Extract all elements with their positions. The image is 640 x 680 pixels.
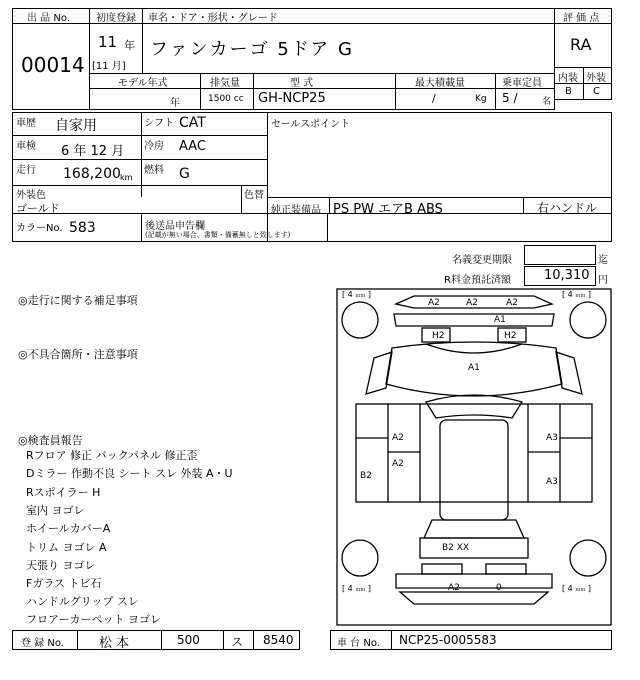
later-docs-label: 後送品申告欄: [145, 221, 205, 232]
name-change-field: [524, 245, 596, 265]
inspector-line: トリム ヨゴレ A: [26, 541, 107, 554]
inspector-line: 室内 ヨゴレ: [26, 504, 85, 517]
tire-label-fr: [ 4 ｍｍ ]: [562, 290, 591, 299]
shift-value: CAT: [179, 115, 206, 131]
tire-label-rr: [ 4 ｍｍ ]: [562, 584, 591, 593]
recycle-unit: 円: [598, 275, 608, 286]
damage-mark: A2: [448, 583, 460, 593]
reg-kana: ス: [231, 635, 244, 649]
history-label: 車歴: [16, 118, 36, 129]
recycle-label: R料金預託済額: [444, 275, 511, 286]
model-code: GH-NCP25: [258, 91, 326, 106]
damage-mark: A2: [392, 433, 404, 443]
model-year-unit: 年: [170, 98, 180, 109]
roof: [440, 420, 508, 520]
history-value: 自家用: [55, 118, 97, 134]
color-no-value: 583: [69, 220, 96, 236]
interior-grade: B: [565, 86, 572, 97]
displacement-value: 1500 cc: [208, 94, 244, 104]
inspector-line: フロアーカーペット ヨゴレ: [26, 613, 161, 626]
overall-rating: RA: [570, 35, 592, 54]
inspector-line: Fガラス トビ石: [26, 577, 102, 590]
damage-mark: B2 XX: [442, 543, 470, 553]
first-reg-month: [11 月]: [92, 61, 126, 72]
max-load-value: /: [432, 92, 436, 105]
damage-mark: A2: [506, 298, 518, 308]
inspector-line: ハンドルグリップ スレ: [26, 595, 139, 608]
recolor-label: 色替: [244, 190, 264, 201]
mileage-value: 168,200: [63, 166, 121, 182]
rear-bumper: [396, 574, 552, 588]
damage-mark: A2: [428, 298, 440, 308]
model-label: 型 式: [290, 78, 314, 89]
tire-front-right: [570, 302, 606, 338]
exterior-label: 外装: [586, 73, 606, 84]
inspection-label: 車検: [16, 141, 36, 152]
inspector-report-header: ◎検査員報告: [18, 434, 83, 447]
inspector-line: ホイールカバーA: [26, 522, 111, 535]
color-label: 外装色: [16, 190, 46, 201]
year-unit: 年: [124, 39, 135, 52]
capacity-value: 5 /: [502, 91, 518, 105]
rear-window: [424, 520, 524, 538]
damage-mark: B2: [360, 471, 372, 481]
defects-header: ◎不具合箇所・注意事項: [18, 348, 138, 361]
damage-mark: A2: [466, 298, 478, 308]
inspection-value: 6 年 12 月: [61, 144, 125, 159]
max-load-label: 最大積載量: [415, 78, 465, 89]
exterior-grade: C: [593, 86, 600, 97]
inspector-line: Rフロア 修正 バックパネル 修正歪: [26, 449, 198, 462]
tire-label-rl: [ 4 ｍｍ ]: [342, 584, 371, 593]
later-docs-note: (記載が無い場合、書類・備蓄無しと致します): [145, 231, 291, 239]
spec-row: [89, 73, 555, 110]
chassis-label: 車 台 No.: [337, 638, 380, 649]
name-change-label: 名義変更期限: [452, 255, 512, 266]
inspector-line: 天張り ヨゴレ: [26, 559, 96, 572]
tire-label-fl: [ 4 ｍｍ ]: [342, 290, 371, 299]
tire-rear-right: [570, 540, 606, 576]
displacement-label: 排気量: [210, 78, 240, 89]
car-name: ファンカーゴ 5ドア G: [150, 39, 354, 60]
title-box: [89, 8, 555, 74]
details-grid: [12, 112, 612, 242]
damage-mark: A1: [468, 363, 480, 373]
mileage-unit: km: [120, 173, 133, 182]
chassis-number: NCP25-0005583: [399, 633, 497, 647]
rating-box: [554, 8, 612, 100]
lot-number-box: [12, 8, 90, 110]
rating-label: 評 価 点: [563, 13, 600, 24]
steering-value: 右ハンドル: [537, 201, 598, 215]
color-value: ゴールド: [16, 202, 60, 215]
capacity-label: 乗車定員: [502, 78, 542, 89]
damage-mark: A3: [546, 477, 558, 487]
mileage-label: 走行: [16, 165, 36, 176]
damage-mark: A3: [546, 433, 558, 443]
damage-mark: 0: [496, 583, 502, 593]
name-label: 車名・ドア・形状・グレード: [148, 13, 278, 24]
first-reg-year: 11: [98, 33, 118, 51]
tailgate: [420, 538, 528, 558]
sales-point-label: セールスポイント: [271, 119, 351, 130]
car-damage-diagram: [336, 288, 612, 626]
windshield: [426, 395, 522, 418]
reg-number: 8540: [263, 633, 294, 647]
tire-rear-left: [342, 540, 378, 576]
color-no-label: カラーNo.: [16, 223, 63, 234]
lot-number: 00014: [21, 53, 85, 77]
chassis-row: [330, 630, 612, 650]
damage-mark: A1: [494, 315, 506, 325]
reg-region: 松 本: [99, 636, 130, 651]
fuel-label: 燃料: [144, 165, 164, 176]
reg-class: 500: [177, 633, 200, 647]
damage-mark: A2: [392, 459, 404, 469]
model-year-label: モデル年式: [118, 78, 168, 89]
damage-mark: H2: [504, 331, 517, 341]
damage-mark: H2: [432, 331, 445, 341]
capacity-unit: 名: [542, 97, 552, 107]
inspector-line: Dミラー 作動不良 シート スレ 外装 A・U: [26, 467, 233, 480]
inspector-line: Rスポイラー H: [26, 486, 101, 499]
max-load-unit: Kg: [475, 94, 487, 104]
ac-label: 冷房: [144, 141, 164, 152]
driving-notes-header: ◎走行に関する補足事項: [18, 294, 138, 307]
shift-label: シフト: [144, 118, 174, 129]
ac-value: AAC: [179, 139, 206, 154]
equipment-value: PS PW エアB ABS: [333, 202, 443, 217]
equipment-label: 純正装備品: [271, 205, 321, 216]
lot-label: 出 品 No.: [27, 13, 70, 24]
reg-label: 登 録 No.: [21, 638, 64, 649]
recycle-amount: 10,310: [544, 268, 590, 283]
front-grille: [394, 314, 554, 326]
name-change-unit: 迄: [598, 255, 608, 266]
tire-front-left: [342, 302, 378, 338]
body-outline: [356, 404, 592, 502]
fuel-value: G: [179, 166, 190, 182]
first-reg-label: 初度登録: [96, 13, 136, 24]
interior-label: 内装: [558, 73, 578, 84]
registration-row: [12, 630, 300, 650]
